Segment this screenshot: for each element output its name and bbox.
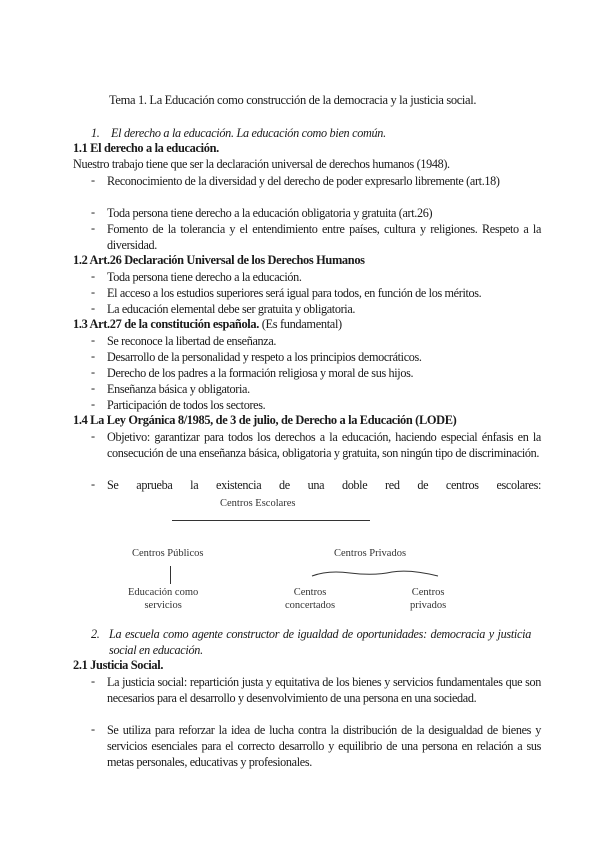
diagram-right-connector [310, 568, 440, 580]
heading-1-3: 1.3 Art.27 de la constitución española. (Es fundamental) [73, 317, 342, 331]
heading-1-1: 1.1 El derecho a la educación. [73, 141, 219, 155]
heading-1-4: 1.4 La Ley Orgánica 8/1985, de 3 de julio, de Derecho a la Educación (LODE) [73, 413, 457, 427]
section-2-title: La escuela como agente constructor de igualdad de oportunidades: democracia y justicia social en educación. [109, 627, 531, 657]
document-page: Tema 1. La Educación como construcción de la democracia y la justicia social. 1. El derecho a la educación. La educación como bien común. 1.1 El derecho a la educación. Nuestro trabajo tiene que ser la declaración universal de derechos humanos (1948). - Reconocimiento de la diversidad y del derecho de poder expresarlo libremente (art.18) - Toda persona tiene derecho a la educación obligatoria y gratuita (art.26) - Fomento de la tolerancia y el entendimiento entre países, cultura y religiones. Respeto a la diversidad. 1.2 Art.26 Declaración Universal de los Derechos Humanos - Toda persona tiene derecho a la educación. - El acceso a los estudios superiores será igual para todos, en función de los méritos. - La educación elemental debe ser gratuita y obligatoria. 1.3 Art.27 de la constitución española. (Es fundamental) - Se reconoce la libertad de enseñanza. - Desarrollo de la personalidad y respeto a los principios democráticos. - Derecho de los padres a la formación religiosa y moral de sus hijos. - Enseñanza básica y obligatoria. - Participación de todos los sectores. 1.4 La Ley Orgánica 8/1985, de 3 de julio, de Derecho a la Educación (LODE) - Objetivo: garantizar para todos los derechos a la educación, haciendo especial énfasis en la consecución de una enseñanza básica, obligatoria y gratuita, son ningún tipo de discriminación. - Se aprueba la existencia de una doble red de centros escolares: Centros Escolares Centros Públicos Educación como servicios Centros Privados Centros concertados Centros privados 2. La escuela como agente constructor de igualdad de oportunidades: democracia y justicia social en educación. 2.1 Justicia Social. - La justicia social: repartición justa y equitativa de los bienes y servicios fundamentales que son necesarios para el desarrollo y desenvolvimiento de una persona en una sociedad. - Se utiliza para reforzar la idea de lucha contra la distribución de la desigualdad de bienes y servicios esenciales para el correcto desarrollo y equilibrio de una persona en relación a sus metas personales, educativas y profesionales. [73, 93, 541, 770]
diagram-root-line [172, 520, 370, 521]
heading-2-1: 2.1 Justicia Social. [73, 658, 164, 672]
section-2-number: 2. [91, 627, 100, 641]
diagram-left-child: Educación como servicios [128, 587, 199, 611]
section-1-title: El derecho a la educación. La educación como bien común. [111, 126, 386, 140]
diagram-root: Centros Escolares [220, 498, 296, 509]
diagram-right-child-a: Centros concertados [285, 587, 336, 611]
centros-diagram [120, 498, 480, 618]
diagram-right-child-b: Centros privados [410, 587, 447, 611]
document-title: Tema 1. La Educación como construcción de la democracia y la justicia social. [109, 93, 477, 107]
section-1-number: 1. [91, 126, 100, 140]
diagram-right: Centros Privados [334, 548, 407, 559]
paragraph-1-1: Nuestro trabajo tiene que ser la declaración universal de derechos humanos (1948). [73, 157, 450, 171]
heading-1-2: 1.2 Art.26 Declaración Universal de los Derechos Humanos [73, 253, 365, 267]
diagram-left-connector [170, 566, 171, 584]
section-1-heading [91, 126, 386, 141]
diagram-left: Centros Públicos [132, 548, 204, 559]
